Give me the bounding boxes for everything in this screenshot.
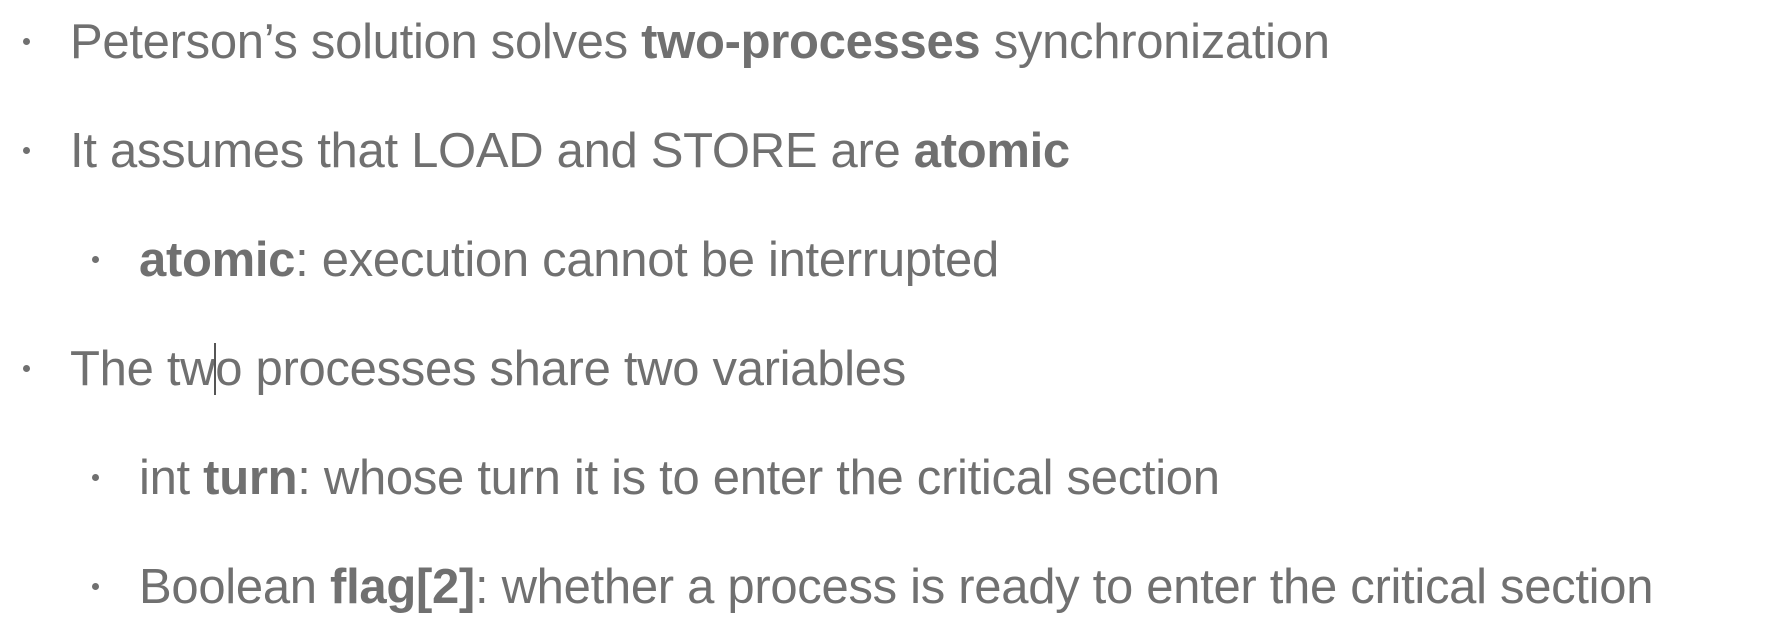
bullet-text[interactable] xyxy=(70,121,1070,181)
bullet-dot-icon xyxy=(23,38,30,45)
bullet-dot-icon xyxy=(23,147,30,154)
bullet-dot-icon xyxy=(23,365,30,372)
bullet-text-part: It assumes that LOAD and STORE are xyxy=(70,124,914,178)
bullet-dot-icon xyxy=(92,583,99,590)
bullet-text[interactable] xyxy=(139,448,1220,508)
bullet-dot-icon xyxy=(92,474,99,481)
bullet-text[interactable] xyxy=(70,12,1330,72)
bullet-text-part: : whose turn it is to enter the critical section xyxy=(297,451,1220,505)
bullet-text-bold: atomic xyxy=(913,124,1070,178)
bullet-text[interactable] xyxy=(139,557,1653,617)
bullet-text-part: synchronization xyxy=(980,15,1330,69)
bullet-text-bold: turn xyxy=(203,451,298,505)
bullet-text[interactable] xyxy=(139,230,999,290)
bullet-text-bold: atomic xyxy=(139,233,296,287)
bullet-text-bold: two-processes xyxy=(641,15,981,69)
bullet-text-part: The tw xyxy=(70,342,216,396)
bullet-text-part: int xyxy=(139,451,204,505)
bullet-text-part: Peterson’s solution solves xyxy=(70,15,642,69)
bullet-dot-icon xyxy=(92,256,99,263)
bullet-text-part: Boolean xyxy=(139,560,331,614)
bullet-text-part: o processes share two variables xyxy=(215,342,906,396)
bullet-text-bold: flag[2] xyxy=(330,560,475,614)
bullet-text-part: : execution cannot be interrupted xyxy=(295,233,999,287)
bullet-text-part: : whether a process is ready to enter the critical section xyxy=(474,560,1654,614)
bullet-text[interactable] xyxy=(70,339,906,399)
